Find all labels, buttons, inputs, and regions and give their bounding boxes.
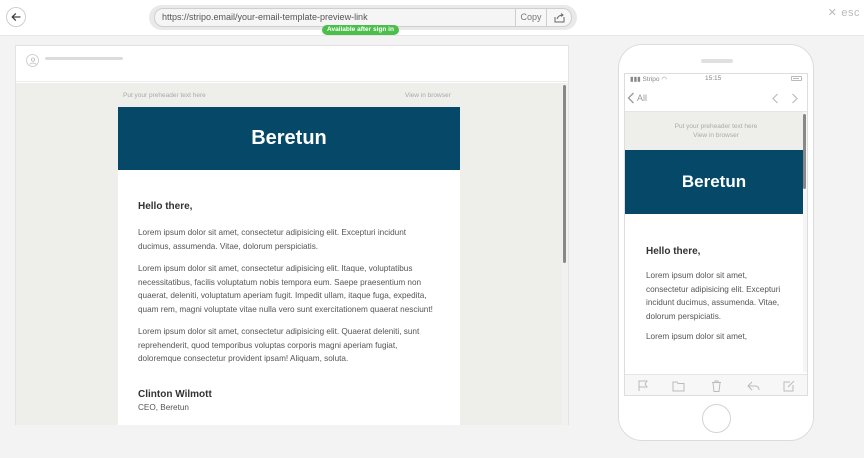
email-paragraph: Lorem ipsum dolor sit amet, consectetur adipisicing elit. Excepturi incidunt ducimus, assumenda. Vitae, dolorum perspiciatis. bbox=[138, 228, 407, 251]
signature-title: CEO, Beretun bbox=[138, 402, 189, 412]
sender-avatar bbox=[26, 54, 39, 67]
mobile-preview bbox=[618, 44, 814, 441]
mobile-greeting: Hello there, bbox=[646, 246, 701, 257]
flag-icon[interactable] bbox=[637, 380, 650, 392]
email-greeting: Hello there, bbox=[138, 201, 193, 212]
mail-action-toolbar bbox=[625, 374, 807, 396]
signature-name: Clinton Wilmott bbox=[138, 388, 212, 400]
battery-icon bbox=[791, 76, 802, 81]
mobile-scrollbar[interactable] bbox=[803, 112, 807, 372]
mobile-preheader bbox=[625, 112, 807, 150]
trash-icon[interactable] bbox=[710, 380, 723, 392]
mail-navigation-bar bbox=[625, 86, 807, 112]
email-content bbox=[118, 170, 460, 412]
copy-link-button[interactable]: Copy bbox=[515, 8, 547, 27]
reply-icon[interactable] bbox=[747, 380, 760, 392]
sender-name-placeholder bbox=[45, 57, 123, 60]
email-paragraph: Lorem ipsum dolor sit amet, consectetur adipisicing elit. Itaque, voluptatibus necessitatibus, facilis voluptatum nobis tempora eum. Saepe praesentium non quaerat, deleniti, voluptatum aperiam fugit. Impedit ullam, itaque fuga, expedita, quam rem, magni voluptate vitae nulla vero sunt exercitationem quaerat nesciunt! bbox=[138, 264, 433, 314]
signal-icon: ▮▮▮ bbox=[630, 76, 643, 83]
view-in-browser-link[interactable]: View in browser bbox=[405, 92, 451, 99]
mobile-preheader-text: Put your preheader text here bbox=[674, 123, 758, 130]
back-arrow-icon bbox=[11, 12, 21, 22]
compose-icon[interactable] bbox=[783, 380, 796, 392]
email-client-header bbox=[16, 46, 568, 82]
desktop-preview bbox=[15, 45, 569, 425]
email-brand-header: Beretun bbox=[118, 107, 460, 170]
mobile-view-in-browser-link[interactable]: View in browser bbox=[693, 132, 739, 139]
folder-icon[interactable] bbox=[672, 380, 685, 392]
mobile-paragraph: Lorem ipsum dolor sit amet, bbox=[646, 332, 748, 341]
user-avatar-icon bbox=[29, 57, 37, 65]
mobile-paragraph: Lorem ipsum dolor sit amet, consectetur adipisicing elit. Excepturi incidunt ducimus, assumenda. Vitae, dolorum perspiciatis. bbox=[646, 271, 781, 321]
phone-speaker bbox=[701, 59, 733, 63]
carrier-name: ▮▮▮ Stripo ◠ bbox=[630, 76, 668, 83]
preheader-text: Put your preheader text here bbox=[123, 92, 206, 99]
preview-toolbar bbox=[0, 0, 864, 36]
wifi-icon: ◠ bbox=[661, 76, 668, 83]
phone-screen bbox=[624, 73, 808, 396]
phone-status-bar bbox=[625, 74, 807, 84]
chevron-right-icon[interactable] bbox=[791, 93, 799, 104]
esc-label: esc bbox=[841, 7, 860, 19]
mail-back-label: All bbox=[637, 93, 648, 103]
close-icon: ✕ bbox=[827, 7, 838, 19]
email-canvas bbox=[16, 83, 568, 425]
available-after-sign-in-badge: Available after sign in bbox=[322, 25, 399, 35]
desktop-scrollbar[interactable] bbox=[562, 83, 568, 425]
preview-link-field[interactable]: https://stripo.email/your-email-template-preview-link bbox=[154, 8, 516, 27]
chevron-left-icon[interactable] bbox=[771, 93, 779, 104]
phone-home-button bbox=[702, 404, 731, 433]
email-paragraph: Lorem ipsum dolor sit amet, consectetur adipisicing elit. Quaerat deleniti, sunt reprehenderit, quod temporibus voluptas corporis magni aperiam fugiat, doloremque consectetur provident ipsam! Aliquam, soluta. bbox=[138, 327, 420, 363]
mail-back-button[interactable] bbox=[627, 92, 647, 104]
mobile-email-content bbox=[625, 214, 803, 351]
close-preview-button[interactable] bbox=[828, 6, 860, 19]
mobile-scrollbar-thumb[interactable] bbox=[803, 114, 806, 189]
status-time: 15:15 bbox=[705, 75, 722, 82]
email-body bbox=[118, 107, 460, 425]
scrollbar-thumb[interactable] bbox=[563, 85, 566, 263]
chevron-left-icon bbox=[627, 92, 635, 104]
back-button[interactable] bbox=[6, 7, 26, 27]
mobile-brand-header: Beretun bbox=[625, 150, 803, 214]
share-button[interactable] bbox=[546, 8, 572, 27]
share-icon bbox=[554, 13, 565, 23]
